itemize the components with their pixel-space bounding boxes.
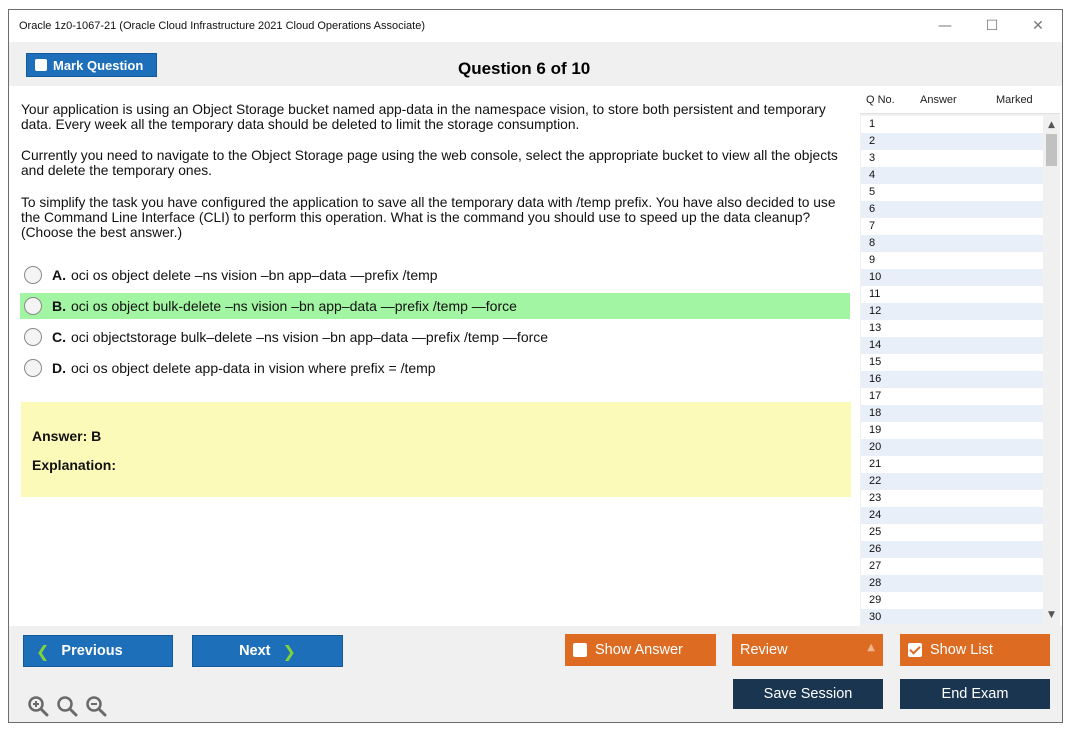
question-list-row[interactable]: 20 <box>861 439 1043 456</box>
option-letter: A. <box>52 267 66 283</box>
option-text: oci os object delete –ns vision –bn app–data —prefix /temp <box>71 267 438 283</box>
question-list-row[interactable]: 24 <box>861 507 1043 524</box>
radio-button[interactable] <box>24 359 42 377</box>
chevron-right-icon: ❯ <box>282 641 296 661</box>
mark-question-label: Mark Question <box>53 57 144 73</box>
question-list-row[interactable]: 30 <box>861 609 1043 624</box>
option-letter: C. <box>52 329 66 345</box>
question-list-row[interactable]: 3 <box>861 150 1043 167</box>
show-answer-checkbox[interactable] <box>573 643 587 657</box>
zoom-reset-icon[interactable] <box>56 695 78 717</box>
question-counter: Question 6 of 10 <box>458 59 591 78</box>
answer-option-b[interactable] <box>20 293 850 319</box>
question-panel <box>9 86 860 626</box>
title-bar <box>9 10 1062 42</box>
question-list-rows <box>861 116 1043 624</box>
option-letter: D. <box>52 360 66 376</box>
question-list-row[interactable]: 29 <box>861 592 1043 609</box>
next-button[interactable] <box>192 635 343 667</box>
question-list-row[interactable]: 7 <box>861 218 1043 235</box>
zoom-out-icon[interactable] <box>85 695 107 717</box>
question-list-row[interactable]: 2 <box>861 133 1043 150</box>
answer-label: Answer: B <box>32 428 102 444</box>
show-list-button[interactable] <box>900 634 1050 666</box>
scroll-down-icon[interactable]: ▼ <box>1048 610 1055 620</box>
review-dropdown[interactable] <box>732 634 883 666</box>
chevron-left-icon: ❮ <box>36 641 50 661</box>
scroll-thumb[interactable] <box>1046 134 1057 166</box>
question-list-row[interactable]: 22 <box>861 473 1043 490</box>
question-list-row[interactable]: 8 <box>861 235 1043 252</box>
column-header-answer[interactable]: Answer <box>920 94 957 106</box>
question-list-row[interactable]: 4 <box>861 167 1043 184</box>
show-answer-button[interactable] <box>565 634 716 666</box>
mark-question-checkbox[interactable] <box>35 59 47 71</box>
scroll-up-icon[interactable]: ▲ <box>1048 120 1055 130</box>
question-list-row[interactable]: 6 <box>861 201 1043 218</box>
show-list-checkbox[interactable] <box>908 643 922 657</box>
question-list-row[interactable]: 9 <box>861 252 1043 269</box>
question-list-row[interactable]: 25 <box>861 524 1043 541</box>
option-text: oci os object delete app-data in vision where prefix = /temp <box>71 360 436 376</box>
question-list-row[interactable]: 23 <box>861 490 1043 507</box>
zoom-in-icon[interactable] <box>27 695 49 717</box>
show-list-label: Show List <box>930 642 993 658</box>
close-icon[interactable]: ✕ <box>1032 18 1044 34</box>
question-list-row[interactable]: 14 <box>861 337 1043 354</box>
question-list-row[interactable]: 5 <box>861 184 1043 201</box>
maximize-icon[interactable]: ☐ <box>985 18 999 34</box>
answer-option-c[interactable] <box>20 324 850 350</box>
answer-explanation-box <box>21 402 851 497</box>
question-list-panel <box>860 86 1060 626</box>
end-exam-button[interactable]: End Exam <box>900 679 1050 709</box>
review-label: Review <box>740 642 788 658</box>
question-list-row[interactable]: 26 <box>861 541 1043 558</box>
question-toolbar <box>9 42 1062 86</box>
option-text: oci os object bulk-delete –ns vision –bn app–data —prefix /temp —force <box>71 298 517 314</box>
question-list-row[interactable]: 18 <box>861 405 1043 422</box>
question-list-row[interactable]: 16 <box>861 371 1043 388</box>
question-list-header <box>860 86 1060 114</box>
mark-question-button[interactable] <box>26 53 157 77</box>
caret-up-icon: ▲ <box>867 642 875 653</box>
option-text: oci objectstorage bulk–delete –ns vision –bn app–data —prefix /temp —force <box>71 329 549 345</box>
question-list-row[interactable]: 19 <box>861 422 1043 439</box>
window-title: Oracle 1z0-1067-21 (Oracle Cloud Infrastructure 2021 Cloud Operations Associate) <box>19 20 425 32</box>
explanation-label: Explanation: <box>32 457 117 473</box>
question-list-row[interactable]: 12 <box>861 303 1043 320</box>
question-list-row[interactable]: 17 <box>861 388 1043 405</box>
question-list-row[interactable]: 13 <box>861 320 1043 337</box>
question-list-row[interactable]: 1 <box>861 116 1043 133</box>
column-header-qno[interactable]: Q No. <box>866 94 895 106</box>
app-window <box>8 9 1063 723</box>
next-label: Next <box>239 643 271 659</box>
radio-button[interactable] <box>24 328 42 346</box>
question-list-row[interactable]: 15 <box>861 354 1043 371</box>
footer-bar <box>9 626 1062 723</box>
question-list-row[interactable]: 27 <box>861 558 1043 575</box>
question-list-scrollbar[interactable] <box>1044 116 1059 624</box>
question-list-row[interactable]: 21 <box>861 456 1043 473</box>
show-answer-label: Show Answer <box>595 642 683 658</box>
save-session-button[interactable]: Save Session <box>733 679 883 709</box>
question-paragraph: Currently you need to navigate to the Object Storage page using the web console, select the appropriate bucket to view all the objects and delete the temporary ones. <box>21 148 838 178</box>
question-paragraph: Your application is using an Object Storage bucket named app-data in the namespace vision, to store both persistent and temporary data. Every week all the temporary data should be deleted to limit the storage consumption. <box>21 102 826 132</box>
option-letter: B. <box>52 298 66 314</box>
answer-option-a[interactable] <box>20 262 850 288</box>
previous-button[interactable] <box>23 635 173 667</box>
radio-button[interactable] <box>24 297 42 315</box>
question-list-row[interactable]: 11 <box>861 286 1043 303</box>
question-paragraph: To simplify the task you have configured the application to save all the temporary data with /temp prefix. You have also decided to use the Command Line Interface (CLI) to perform this operation. What is the command you should use to speed up the data cleanup? (Choose the best answer.) <box>21 195 836 240</box>
previous-label: Previous <box>61 643 123 659</box>
answer-option-d[interactable] <box>20 355 850 381</box>
column-header-marked[interactable]: Marked <box>996 94 1033 106</box>
minimize-icon[interactable]: — <box>938 18 952 34</box>
question-list-row[interactable]: 10 <box>861 269 1043 286</box>
question-list-row[interactable]: 28 <box>861 575 1043 592</box>
radio-button[interactable] <box>24 266 42 284</box>
